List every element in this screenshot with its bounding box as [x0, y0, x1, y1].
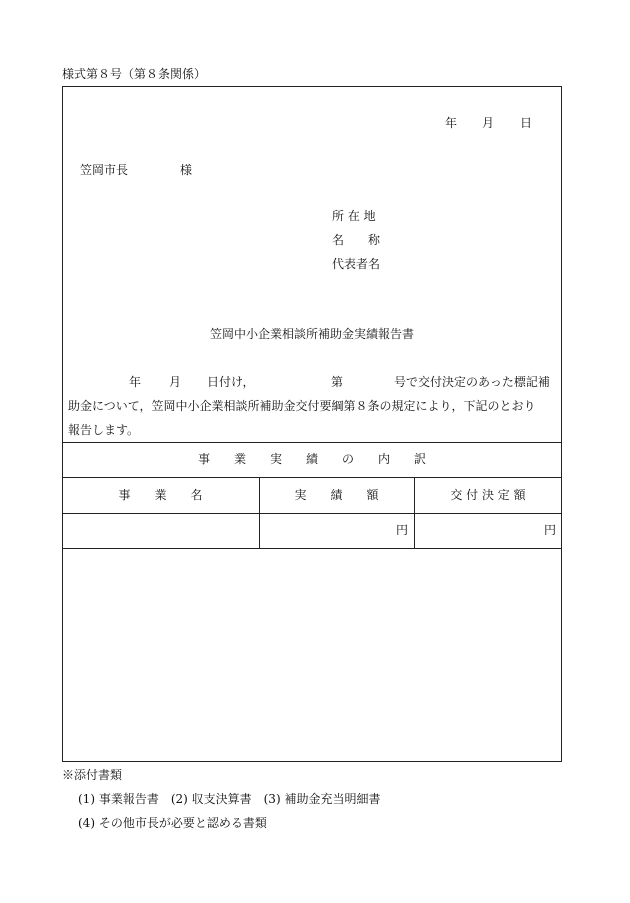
addressee-honorific: 様	[180, 163, 193, 177]
body-year: 年	[129, 375, 142, 389]
representative-label: 代表者名	[332, 257, 381, 271]
date-year: 年	[445, 116, 458, 130]
attachments-line2: (4) その他市長が必要と認める書類	[78, 816, 267, 830]
table-col-divider-1	[259, 477, 260, 548]
attachments-line1: (1) 事業報告書 (2) 収支決算書 (3) 補助金充当明細書	[78, 792, 381, 806]
table-section-title: 事 業 実 績 の 内 訳	[197, 452, 426, 466]
document-title: 笠岡中小企業相談所補助金実績報告書	[209, 327, 414, 341]
body-line1-tail: 号で交付決定のあった標記補	[394, 375, 550, 389]
body-month: 月	[169, 375, 182, 389]
date-day: 日	[520, 116, 533, 130]
address-label: 所 在 地	[332, 209, 376, 223]
table-header-border	[62, 477, 562, 478]
table-col-divider-2	[414, 477, 415, 548]
table-bottom-border	[62, 548, 562, 549]
body-day-suffix: 日付け，	[207, 375, 255, 389]
table-top-border	[62, 442, 562, 443]
body-number-prefix: 第	[331, 375, 344, 389]
cell-actual-unit: 円	[396, 523, 409, 537]
name-label: 名 称	[332, 233, 381, 247]
date-month: 月	[482, 116, 495, 130]
body-line3: 報告します。	[68, 423, 140, 437]
table-row-border	[62, 513, 562, 514]
header-granted-amount: 交 付 決 定 額	[450, 488, 526, 502]
header-actual-amount: 実 績 額	[294, 488, 379, 502]
attachments-title: ※添付書類	[62, 768, 123, 782]
header-project-name: 事 業 名	[118, 488, 203, 502]
cell-granted-unit: 円	[544, 523, 557, 537]
addressee-name: 笠岡市長	[80, 163, 129, 177]
form-label: 様式第８号（第８条関係）	[62, 67, 207, 81]
body-line2: 助金について，笠岡中小企業相談所補助金交付要綱第８条の規定により，下記のとおり	[68, 399, 536, 413]
